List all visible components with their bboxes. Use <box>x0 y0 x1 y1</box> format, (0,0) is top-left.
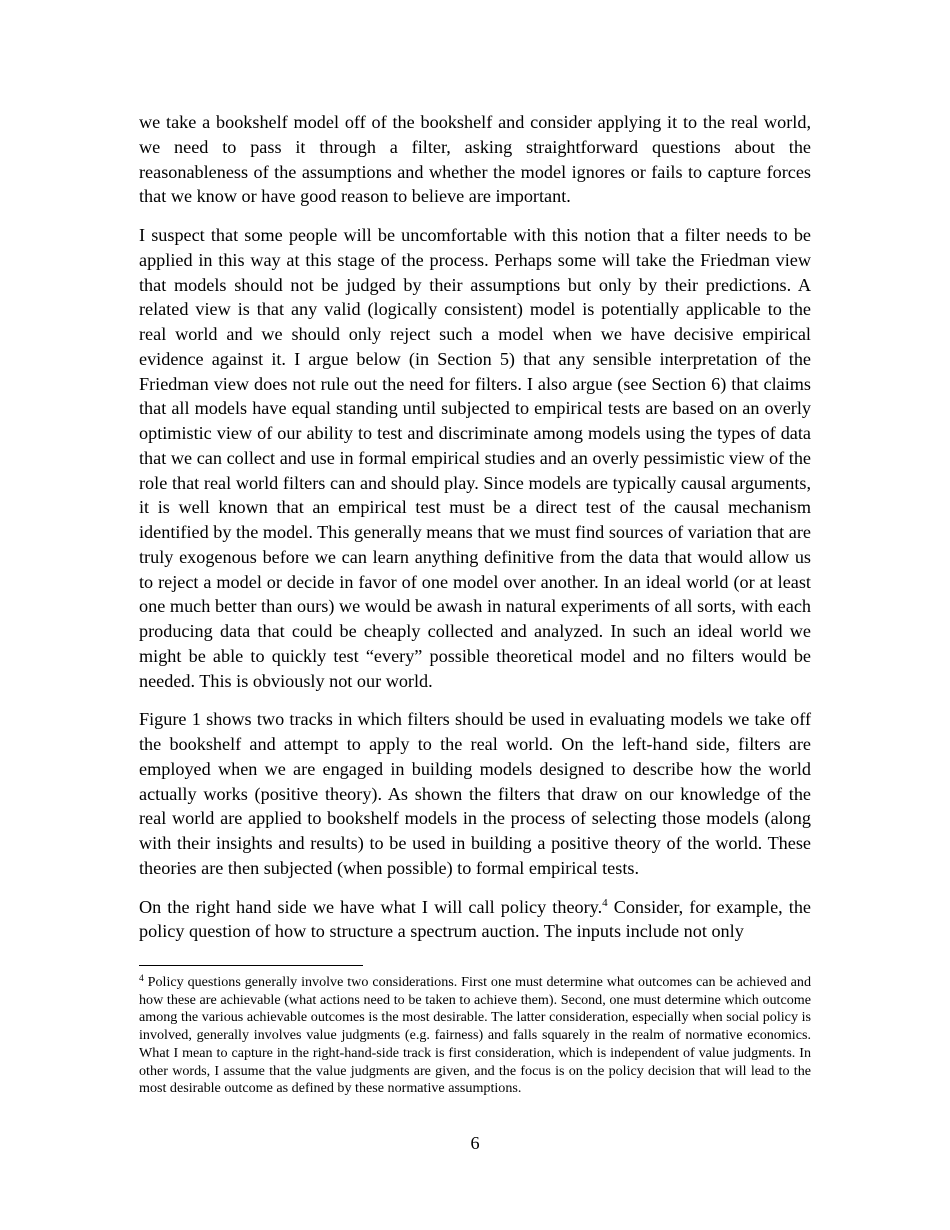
paragraph-friedman-view: I suspect that some people will be uncomfortable with this notion that a filter needs to be applied in this way at this stage of the process. Perhaps some will take the Friedman view that models should not be judged by their assumptions but only by their predictions. A related view is that any valid (logically consistent) model is potentially applicable to the real world and we should only reject such a model when we have decisive empirical evidence against it. I argue below (in Section 5) that any sensible interpretation of the Friedman view does not rule out the need for filters. I also argue (see Section 6) that claims that all models have equal standing until subjected to empirical tests are based on an overly optimistic view of our ability to test and discriminate among models using the types of data that we can collect and use in formal empirical studies and an overly pessimistic view of the role that real world filters can and should play. Since models are typically causal arguments, it is well known that an empirical test must be a direct test of the causal mechanism identified by the model. This generally means that we must find sources of variation that are truly exogenous before we can learn anything definitive from the data that would allow us to reject a model or decide in favor of one model over another. In an ideal world (or at least one much better than ours) we would be awash in natural experiments of all sorts, with each producing data that could be cheaply collected and analyzed. In such an ideal world we might be able to quickly test “every” possible theoretical model and no filters would be needed. This is obviously not our world. <box>139 225 811 691</box>
page-number: 6 <box>470 1133 480 1153</box>
page-body <box>139 110 811 958</box>
paragraph-figure-1-tracks: Figure 1 shows two tracks in which filters should be used in evaluating models we take off the bookshelf and attempt to apply to the real world. On the left-hand side, filters are employed when we are engaged in building models designed to describe how the world actually works (positive theory). As shown the filters that draw on our knowledge of the real world are applied to bookshelf models in the process of selecting those models (along with their insights and results) to be used in building a positive theory of the world. These theories are then subjected (when possible) to formal empirical tests. <box>139 709 811 878</box>
policy-theory-text-end: Consider, for example, the policy question of how to structure a spectrum auction. The inputs include not only <box>139 896 811 942</box>
footnote-marker: 4 <box>139 974 144 984</box>
paragraph-bookshelf-filter: we take a bookshelf model off of the bookshelf and consider applying it to the real world, we need to pass it through a filter, asking straightforward questions about the reasonableness of the assumptions and whether the model ignores or fails to capture forces that we know or have good reason to believe are important. <box>139 112 811 207</box>
footnote-reference-4[interactable]: 4 <box>602 896 608 909</box>
paragraph-policy-theory <box>139 895 811 945</box>
footnote-4 <box>139 974 811 1098</box>
policy-theory-text-start: On the right hand side we have what I will call policy theory. <box>139 896 603 917</box>
footnote-text: Policy questions generally involve two considerations. First one must determine what outcomes can be achieved and how these are achievable (what actions need to be taken to achieve them). Second, one must determine which outcome among the various achievable outcomes is the most desirable. The latter consideration, especially when social policy is involved, generally involves value judgments (e.g. fairness) and falls squarely in the realm of normative economics. What I mean to capture in the right-hand-side track is first consideration, which is independent of value judgments. In other words, I assume that the value judgments are given, and the focus is on the policy decision that will lead to the most desirable outcome as defined by these normative assumptions. <box>139 974 811 1097</box>
footnote-separator <box>139 965 363 966</box>
